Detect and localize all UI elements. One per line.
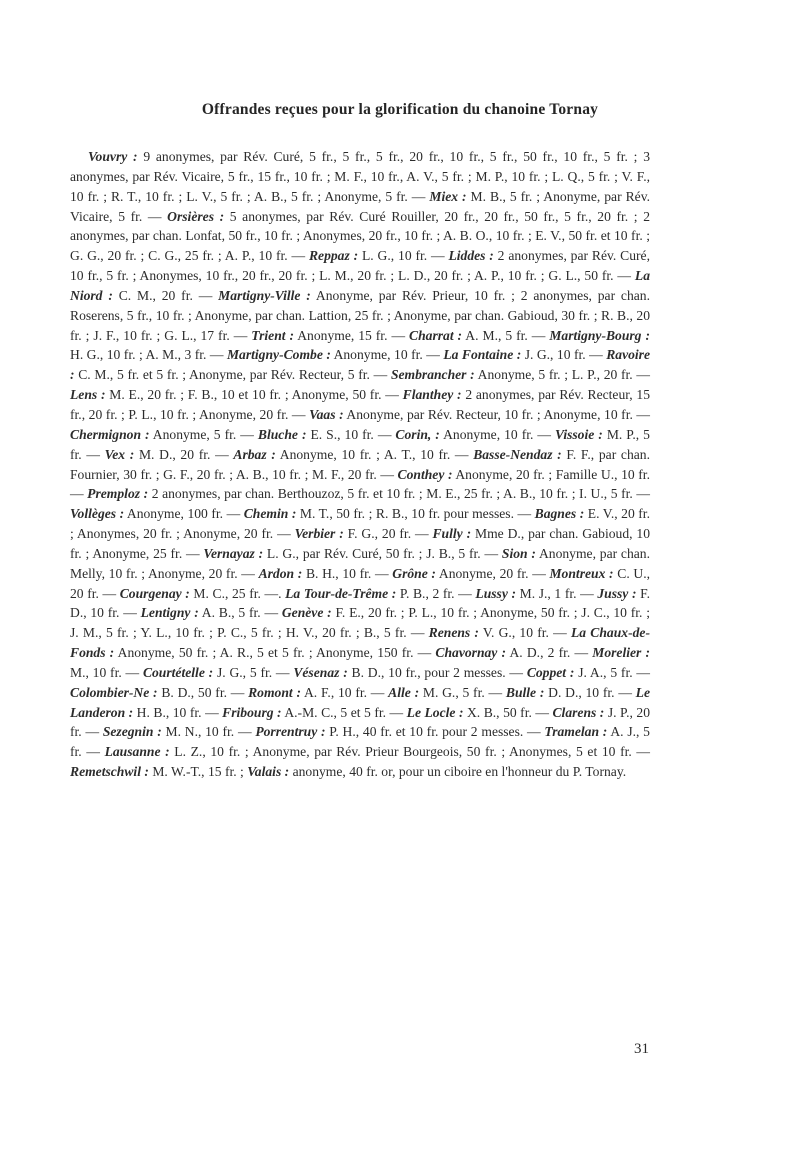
place-name: Flanthey : [402, 387, 462, 403]
place-name: Genève : [281, 605, 332, 621]
offering-entry [409, 328, 549, 343]
place-name: Vésenaz : [293, 664, 348, 680]
place-name: Vaas : [309, 406, 344, 422]
place-name: Montreux : [549, 565, 614, 581]
offering-entry [222, 705, 406, 720]
offering-details: Anonyme, 10 fr. — [439, 426, 555, 442]
offering-details: E. V., 20 fr. ; Anonymes, 20 fr. ; Anonyme, 20 fr. — [70, 506, 650, 542]
offering-entry [70, 427, 258, 442]
offering-details: H. B., 10 fr. — [133, 704, 223, 720]
place-name: La Chaux-de-Fonds : [70, 625, 650, 661]
place-name: Le Locle : [406, 704, 464, 720]
offering-entry [392, 566, 549, 581]
offering-details: Anonyme, 5 fr. — [149, 426, 258, 442]
place-name: Lens : [70, 387, 106, 403]
place-name: Bulle : [505, 684, 545, 700]
offering-entry [259, 566, 393, 581]
offering-details: E. S., 10 fr. — [306, 426, 396, 442]
offering-entry [429, 625, 571, 640]
place-name: Le Landeron : [70, 684, 651, 720]
place-name: Trient : [251, 327, 295, 343]
offering-details: C. U., 20 fr. — [70, 565, 650, 601]
offering-entry [233, 447, 473, 462]
offering-details: M. P., 5 fr. — [70, 426, 650, 462]
offering-details: M. G., 5 fr. — [419, 684, 506, 700]
offering-entry [70, 506, 244, 521]
offering-details: 2 anonymes, par Rév. Recteur, 15 fr., 20 fr. ; P. L., 10 fr. ; Anonyme, 20 fr. — [70, 387, 650, 422]
offering-entry [203, 546, 501, 561]
place-name: Martigny-Ville : [218, 287, 311, 303]
offering-entry [258, 427, 396, 442]
offering-entry [87, 486, 650, 501]
place-name: Verbier : [294, 526, 344, 542]
place-name: Corin, : [395, 426, 440, 442]
place-name: Liddes : [448, 248, 494, 264]
offering-entry [527, 665, 650, 680]
offering-details: A.-M. C., 5 et 5 fr. — [281, 704, 407, 720]
offering-details: F. F., par chan. Fournier, 30 fr. ; G. F., 20 fr. ; A. B., 10 fr. ; M. F., 20 fr. — [70, 446, 650, 482]
place-name: Vouvry : [88, 149, 138, 164]
offering-details: Anonyme, 20 fr. ; Famille U., 10 fr. — [70, 466, 650, 502]
offering-details: Mme D., par chan. Gabioud, 10 fr. ; Anonyme, 25 fr. — [70, 526, 650, 561]
place-name: Lussy : [475, 585, 517, 601]
offering-details: B. D., 50 fr. — [157, 684, 249, 700]
offering-details: M. D., 20 fr. — [134, 446, 234, 462]
offering-details: M. T., 50 fr. ; R. B., 10 fr. pour messes. — [296, 506, 535, 522]
offering-entry [247, 764, 626, 779]
place-name: Morelier : [592, 645, 651, 661]
offering-details: Anonyme, par Rév. Prieur, 10 fr. ; 2 anonymes, par chan. Roserens, 5 fr., 10 fr. ; Anonyme, par chan. Lattion, 25 fr. ; Anonyme, par chan. Gabioud, 30 fr. ; R. B., 20 fr. ; J. F., 10 fr. ; G. L., 17 fr. — [70, 287, 650, 343]
page-number: 31 [634, 1041, 649, 1057]
place-name: Sezegnin : [102, 724, 162, 740]
place-name: Remetschwil : [70, 764, 149, 780]
offering-entry [143, 665, 293, 680]
offering-details: A. D., 2 fr. — [506, 645, 593, 661]
offering-entry [244, 506, 535, 521]
offering-details: M. E., 20 fr. ; F. B., 10 et 10 fr. ; Anonyme, 50 fr. — [105, 387, 403, 403]
place-name: Charrat : [409, 327, 463, 343]
offering-entry [105, 744, 650, 759]
offering-details: F. D., 10 fr. — [70, 585, 650, 621]
offering-entry [407, 705, 553, 720]
offering-details: anonyme, 40 fr. or, pour un ciboire en l'honneur du P. Tornay. [289, 764, 627, 780]
offering-entry [227, 347, 443, 362]
place-name: Ravoire : [70, 347, 650, 383]
offering-details: 2 anonymes, par Rév. Curé, 10 fr., 5 fr. ; Anonymes, 10 fr., 20 fr., 20 fr. ; L. M., 20 fr. ; L. D., 20 fr. ; A. P., 10 fr. ; G. L., 50 fr. — [70, 248, 650, 284]
place-name: La Niord : [70, 268, 650, 303]
place-name: Tramelan : [544, 724, 608, 740]
offering-details: Anonyme, par chan. Melly, 10 fr. ; Anonyme, 20 fr. — [70, 545, 650, 581]
place-name: Lentigny : [140, 605, 199, 621]
place-name: Coppet : [526, 664, 575, 680]
place-name: Alle : [388, 684, 420, 700]
place-name: Ardon : [258, 565, 303, 581]
offering-details: F. E., 20 fr. ; P. L., 10 fr. ; Anonyme, 50 fr. ; J. C., 10 fr. ; J. M., 5 fr. ; Y. L., 10 fr. ; P. C., 5 fr. ; H. V., 20 fr. ; B., 5 fr. — [70, 605, 651, 641]
offering-entry [395, 427, 555, 442]
offering-details: Anonyme, 5 fr. ; L. P., 20 fr. — [474, 367, 650, 383]
place-name: Miex : [429, 188, 467, 204]
offering-entry [309, 407, 650, 422]
place-name: Courgenay : [119, 585, 190, 601]
offering-details: 9 anonymes, par Rév. Curé, 5 fr., 5 fr., 5 fr., 20 fr., 10 fr., 5 fr., 50 fr., 10 fr., 5 fr. ; 3 anonymes, par Rév. Vicaire, 5 fr., 15 fr., 10 fr. ; M. F., 10 fr., A. V., 5 fr. ; M. P., 10 fr. ; L. Q., 5 fr. ; V. F., 10 fr. ; R. T., 10 fr. ; L. V., 5 fr. ; A. B., 5 fr. ; Anonyme, 5 fr. — [70, 149, 651, 204]
offering-details: A. M., 5 fr. — [462, 327, 550, 343]
offering-entry [388, 685, 506, 700]
place-name: Courtételle : [142, 664, 214, 680]
place-name: Conthey : [397, 466, 453, 482]
offering-details: Anonyme, 10 fr. — [330, 347, 444, 363]
place-name: Clarens : [552, 704, 605, 720]
place-name: Fully : [432, 526, 472, 542]
offering-entry [435, 645, 592, 660]
page-title: Offrandes reçues pour la glorification du chanoine Tornay [201, 101, 599, 118]
offering-entry [103, 724, 255, 739]
place-name: Valais : [247, 764, 290, 780]
place-name: Jussy : [597, 585, 637, 601]
place-name: Vissoie : [555, 426, 603, 442]
place-name: Martigny-Bourg : [549, 327, 650, 343]
place-name: Vollèges : [70, 506, 125, 522]
offering-details: 2 anonymes, par chan. Berthouzoz, 5 fr. et 10 fr. ; M. E., 25 fr. ; A. B., 10 fr. ; I. U., 5 fr. — [148, 486, 650, 502]
offering-details: J. G., 5 fr. — [213, 664, 294, 680]
offering-entry [251, 328, 409, 343]
offering-details: Anonyme, par Rév. Recteur, 10 fr. ; Anonyme, 10 fr. — [343, 406, 651, 422]
place-name: Fribourg : [222, 704, 282, 720]
offering-details: B. H., 10 fr. — [302, 565, 393, 581]
offering-details: M., 10 fr. — [70, 664, 143, 680]
offering-details: A. J., 5 fr. — [70, 724, 650, 760]
place-name: Lausanne : [104, 744, 170, 760]
place-name: Chavornay : [435, 645, 507, 661]
offering-details: Anonyme, 100 fr. — [124, 506, 244, 522]
place-name: La Tour-de-Trême : [285, 585, 397, 601]
place-name: Bagnes : [534, 506, 585, 522]
place-name: Sembrancher : [390, 367, 475, 383]
offering-details: L. G., par Rév. Curé, 50 fr. ; J. B., 5 fr. — [263, 545, 502, 561]
offering-entry [443, 347, 606, 362]
offering-entry [70, 387, 403, 402]
offering-entry [248, 685, 388, 700]
offering-details: M. C., 25 fr. —. [189, 585, 286, 601]
offering-details: A. F., 10 fr. — [300, 684, 389, 700]
place-name: Vernayaz : [203, 545, 264, 561]
place-name: Chermignon : [70, 426, 150, 442]
offering-entry [295, 526, 433, 541]
place-name: Bluche : [257, 426, 307, 442]
offering-details: Anonyme, 20 fr. — [435, 565, 550, 581]
offering-details: M. W.-T., 15 fr. ; [148, 764, 248, 780]
offering-details: M. J., 1 fr. — [516, 585, 598, 601]
offering-details: C. M., 5 fr. et 5 fr. ; Anonyme, par Rév. Recteur, 5 fr. — [74, 367, 391, 383]
offering-entry [120, 586, 285, 601]
offering-details: Anonyme, 15 fr. — [294, 327, 410, 343]
offering-entry [293, 665, 526, 680]
offering-entry [70, 685, 248, 700]
place-name: Martigny-Combe : [226, 347, 331, 363]
offering-details: D. D., 10 fr. — [544, 684, 636, 700]
offering-entry [105, 447, 234, 462]
place-name: Romont : [248, 684, 301, 700]
offerings-paragraph [70, 147, 650, 782]
offering-details: P. B., 2 fr. — [396, 585, 476, 601]
place-name: Premploz : [87, 486, 149, 502]
place-name: Porrentruy : [255, 724, 326, 740]
place-name: Reppaz : [308, 248, 359, 264]
offering-entry [506, 685, 636, 700]
offering-entry [255, 724, 544, 739]
place-name: Orsières : [167, 208, 225, 224]
offering-details: J. P., 20 fr. — [70, 704, 650, 740]
offering-details: X. B., 50 fr. — [463, 704, 553, 720]
place-name: Sion : [501, 545, 536, 561]
offering-entry [475, 586, 597, 601]
offering-details: L. G., 10 fr. — [358, 248, 449, 264]
place-name: Arbaz : [233, 446, 276, 462]
offering-details: A. B., 5 fr. — [198, 605, 282, 621]
offering-details: J. A., 5 fr. — [574, 664, 650, 680]
offering-details: M. B., 5 fr. ; Anonyme, par Rév. Vicaire, 5 fr. — [70, 188, 651, 224]
offering-details: L. Z., 10 fr. ; Anonyme, par Rév. Prieur Bourgeois, 50 fr. ; Anonymes, 5 et 10 fr. — [169, 744, 651, 760]
offering-entry [285, 586, 475, 601]
offering-entry [391, 367, 650, 382]
offering-details: 5 anonymes, par Rév. Curé Rouiller, 20 fr., 20 fr., 50 fr., 5 fr., 20 fr. ; 2 anonymes, par chan. Lonfat, 50 fr., 10 fr. ; Anonymes, 20 fr., 10 fr. ; A. B. O., 10 fr. ; E. V., 50 fr. et 10 fr. ; G. G., 20 fr. ; C. G., 25 fr. ; A. P., 10 fr. — [70, 208, 650, 264]
offering-details: H. G., 10 fr. ; A. M., 3 fr. — [70, 347, 227, 363]
offering-details: B. D., 10 fr., pour 2 messes. — [347, 664, 527, 680]
offering-details: V. G., 10 fr. — [478, 625, 571, 641]
place-name: Colombier-Ne : [70, 684, 158, 700]
offering-details: C. M., 20 fr. — [112, 287, 219, 303]
place-name: La Fontaine : [443, 347, 522, 363]
offering-details: P. H., 40 fr. et 10 fr. pour 2 messes. — [325, 724, 545, 740]
offering-details: J. G., 10 fr. — [521, 347, 607, 363]
place-name: Chemin : [243, 506, 297, 522]
offering-details: M. N., 10 fr. — [161, 724, 256, 740]
offering-details: F. G., 20 fr. — [343, 526, 433, 542]
place-name: Vex : [104, 446, 135, 462]
place-name: Renens : [428, 625, 479, 641]
offering-details: Anonyme, 50 fr. ; A. R., 5 et 5 fr. ; Anonyme, 150 fr. — [114, 645, 436, 661]
offering-details: Anonyme, 10 fr. ; A. T., 10 fr. — [275, 446, 474, 462]
place-name: Grône : [392, 565, 436, 581]
offering-entry [309, 248, 448, 263]
place-name: Basse-Nendaz : [473, 446, 562, 462]
offering-entry [70, 764, 247, 779]
offering-entry [141, 605, 282, 620]
